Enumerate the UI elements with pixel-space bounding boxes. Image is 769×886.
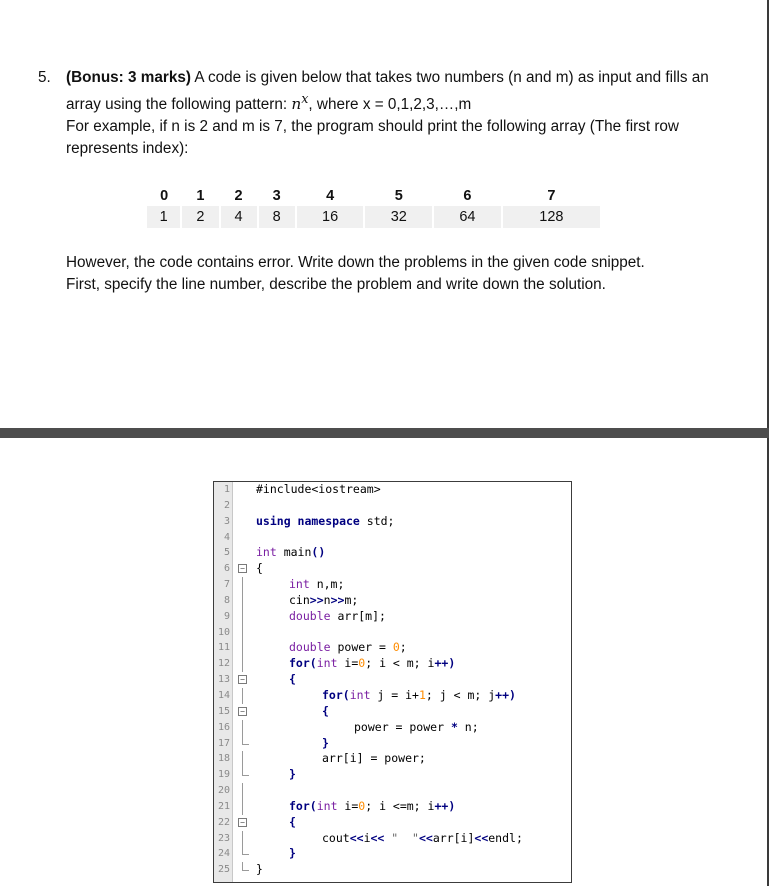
fold-guide-icon [236, 593, 250, 609]
value-cell: 8 [258, 206, 296, 228]
fold-guide-icon [236, 783, 250, 799]
line-text [322, 736, 329, 752]
line-number: 21 [217, 800, 230, 812]
index-cell: 1 [196, 188, 205, 204]
code-line [214, 767, 571, 783]
line-text [322, 751, 426, 767]
index-cell: 0 [160, 188, 169, 204]
fold-guide-icon [236, 625, 250, 641]
line-text [289, 815, 296, 831]
code-line [214, 783, 571, 799]
line-text [289, 577, 344, 593]
code-snippet [213, 481, 572, 883]
value-cell: 32 [364, 206, 433, 228]
fold-toggle-icon[interactable]: − [236, 704, 250, 720]
code-token: i= [337, 656, 359, 671]
line-text [322, 688, 516, 704]
line-number: 3 [223, 515, 230, 527]
code-line [214, 846, 571, 862]
type-keyword: int [316, 656, 338, 671]
operator: >> [330, 592, 345, 607]
code-token: i [363, 830, 371, 845]
line-number: 22 [217, 816, 230, 828]
fold-guide-icon [236, 640, 250, 656]
type-keyword: int [289, 577, 310, 592]
brace: { [322, 703, 329, 718]
code-line [214, 577, 571, 593]
line-text [256, 862, 263, 878]
fold-guide-icon [236, 799, 250, 815]
index-cell: 6 [463, 188, 472, 204]
code-token: arr[i] = power; [322, 751, 426, 766]
line-number: 11 [217, 642, 230, 654]
keyword: for [322, 687, 343, 702]
brace: { [289, 814, 296, 829]
line-number: 25 [217, 864, 230, 876]
number-literal: 0 [358, 656, 366, 671]
however-text: However, the code contains error. Write down the problems in the given code snippet. [66, 254, 645, 271]
question-block [38, 67, 738, 160]
code-line [214, 720, 571, 736]
value-cell: 64 [433, 206, 502, 228]
code-token: arr[m]; [330, 608, 386, 623]
code-line [214, 862, 571, 878]
operator: >> [309, 592, 324, 607]
question-text-part2: , where x = 0,1,2,3,…,m [308, 96, 472, 114]
type-keyword: int [316, 798, 338, 813]
line-text [289, 672, 296, 688]
line-number: 10 [217, 626, 230, 638]
index-cell: 4 [326, 188, 335, 204]
code-line [214, 815, 571, 831]
code-token: j = i+ [370, 687, 419, 702]
index-cell: 7 [547, 188, 556, 204]
line-text [289, 846, 296, 862]
code-line [214, 530, 571, 546]
line-number: 1 [223, 484, 230, 495]
index-cell: 2 [234, 188, 243, 204]
fold-toggle-icon[interactable]: − [236, 815, 250, 831]
code-line [214, 545, 571, 561]
code-line [214, 561, 571, 577]
line-text [289, 640, 407, 656]
operator: << [349, 830, 364, 845]
line-text [256, 561, 263, 577]
fold-guide-icon [236, 751, 250, 767]
index-cell: 3 [272, 188, 281, 204]
line-number: 13 [217, 674, 230, 686]
instruction-text: First, specify the line number, describe the problem and write down the solution. [66, 276, 606, 293]
code-token: endl; [488, 830, 523, 845]
code-line [214, 672, 571, 688]
code-line [214, 799, 571, 815]
keyword: using namespace [256, 513, 360, 528]
fold-guide-icon [236, 720, 250, 736]
code-line [214, 514, 571, 530]
line-number: 19 [217, 769, 230, 781]
brace: } [289, 767, 296, 782]
code-token: std; [359, 513, 395, 528]
index-row [147, 186, 601, 206]
keyword: for [289, 798, 310, 813]
bonus-label: (Bonus: 3 marks) [66, 69, 191, 86]
code-token: power = [330, 640, 393, 655]
brace: } [322, 735, 329, 750]
code-token: ( [309, 798, 317, 813]
fold-guide-icon [236, 609, 250, 625]
type-keyword: int [256, 545, 277, 560]
number-literal: 0 [392, 640, 400, 655]
code-line [214, 640, 571, 656]
code-line [214, 656, 571, 672]
brace: { [289, 672, 296, 687]
brace: } [289, 846, 296, 861]
fold-guide-icon [236, 577, 250, 593]
line-number: 12 [217, 658, 230, 670]
line-number: 15 [217, 705, 230, 717]
math-base: n [291, 95, 302, 114]
type-keyword: double [289, 640, 331, 655]
value-cell: 4 [220, 206, 258, 228]
line-number: 4 [223, 531, 230, 543]
code-token: ; i < m; i [365, 656, 435, 671]
operator: << [370, 830, 385, 845]
code-token: ; i <=m; i [365, 798, 435, 813]
question-text [66, 67, 738, 116]
code-line [214, 498, 571, 514]
line-text [289, 593, 358, 609]
line-number: 5 [223, 547, 230, 559]
math-exponent: x [301, 92, 309, 107]
code-line [214, 482, 571, 498]
line-text [256, 545, 325, 561]
task-instructions [66, 252, 746, 296]
line-text [289, 799, 455, 815]
fold-guide-icon [236, 688, 250, 704]
code-token: n [323, 592, 331, 607]
operator: << [474, 830, 489, 845]
string-literal: " " [384, 830, 419, 845]
line-number: 16 [217, 721, 230, 733]
code-token: n,m; [309, 577, 345, 592]
line-text [256, 482, 381, 498]
line-number: 20 [217, 785, 230, 797]
keyword: for [289, 656, 310, 671]
value-cell: 16 [296, 206, 365, 228]
code-token: ; j < m; j [425, 687, 496, 702]
code-token: arr[i] [432, 830, 475, 845]
fold-guide-icon [236, 656, 250, 672]
code-line [214, 609, 571, 625]
operator: ++) [434, 798, 456, 813]
value-cell: 2 [181, 206, 219, 228]
fold-toggle-icon[interactable]: − [236, 561, 250, 577]
code-token: ( [342, 687, 350, 702]
line-number: 24 [217, 848, 230, 860]
section-divider [0, 428, 769, 438]
line-number: 8 [223, 594, 230, 606]
line-text [256, 514, 394, 530]
line-number: 2 [223, 499, 230, 511]
brace: } [256, 862, 263, 877]
fold-end-icon [236, 767, 250, 783]
number-literal: 0 [358, 798, 366, 813]
code-token: ; [399, 640, 407, 655]
code-lines [214, 482, 571, 878]
type-keyword: double [289, 608, 331, 623]
fold-end-icon [236, 862, 250, 878]
index-cell: 5 [394, 188, 403, 204]
line-number: 14 [217, 689, 230, 701]
code-line [214, 688, 571, 704]
code-line [214, 751, 571, 767]
line-number: 18 [217, 753, 230, 765]
code-line [214, 704, 571, 720]
line-text [322, 831, 523, 847]
type-keyword: int [349, 687, 371, 702]
value-cell: 128 [502, 206, 601, 228]
operator: << [418, 830, 433, 845]
line-number: 9 [223, 610, 230, 622]
code-line [214, 736, 571, 752]
preprocessor-directive: #include<iostream> [256, 482, 381, 496]
code-token: cin [289, 592, 310, 607]
line-number: 6 [223, 563, 230, 575]
operator: ++) [495, 687, 516, 702]
code-token: main [276, 545, 312, 560]
code-token: () [311, 545, 326, 560]
line-number: 17 [217, 737, 230, 749]
question-number: 5. [38, 69, 51, 86]
line-text [289, 656, 455, 672]
line-number: 23 [217, 832, 230, 844]
number-literal: 1 [418, 687, 426, 702]
line-text [289, 609, 386, 625]
fold-toggle-icon[interactable]: − [236, 672, 250, 688]
line-text [354, 720, 479, 736]
brace: { [256, 561, 263, 576]
code-token: power = power [354, 719, 451, 734]
fold-guide-icon [236, 831, 250, 847]
example-text: For example, if n is 2 and m is 7, the program should print the following array (The first row represents index): [66, 118, 679, 158]
code-line [214, 625, 571, 641]
operator: * [450, 719, 458, 734]
value-cell: 1 [147, 206, 181, 228]
question-text-part1: A code is given below that takes two numbers (n and m) as input and fills an array using the following pattern: [66, 69, 709, 114]
fold-end-icon [236, 736, 250, 752]
fold-end-icon [236, 846, 250, 862]
code-line [214, 593, 571, 609]
question-body [66, 67, 738, 160]
line-number: 7 [223, 579, 230, 591]
line-text [322, 704, 329, 720]
example-array-table [147, 186, 602, 228]
code-line [214, 831, 571, 847]
code-token: cout [322, 830, 350, 845]
code-token: n; [457, 719, 479, 734]
code-token: m; [344, 592, 359, 607]
line-text [289, 767, 296, 783]
operator: ++) [434, 656, 456, 671]
code-token: ( [309, 656, 317, 671]
value-row [147, 206, 601, 228]
code-token: i= [337, 798, 359, 813]
